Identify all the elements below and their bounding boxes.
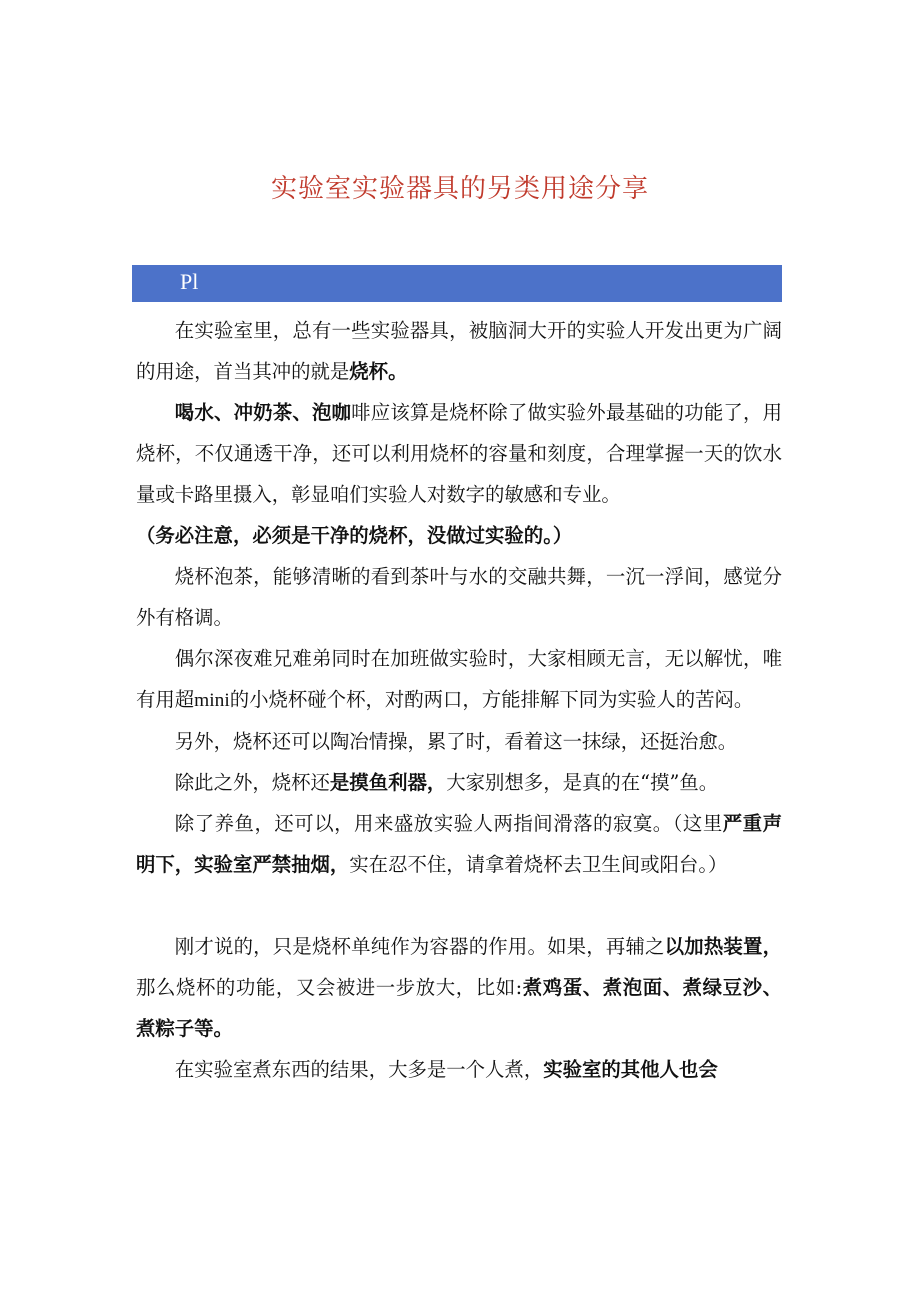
paragraph-7-text-b: 实在忍不住，请拿着烧杯去卫生间或阳台。） <box>349 853 728 876</box>
paragraph-4-mini: mini <box>194 690 230 711</box>
paragraph-7-text-a: 除了养鱼，还可以，用来盛放实验人两指间滑落的寂寞。（这里 <box>174 812 723 835</box>
paragraph-1 <box>136 310 782 392</box>
paragraph-2-note-text: （务必注意，必须是干净的烧杯，没做过实验的。） <box>136 524 573 547</box>
paragraph-8-emphasis-a: 以加热装置， <box>664 935 782 958</box>
paragraph-9 <box>136 1049 782 1090</box>
paragraph-3: 烧杯泡茶，能够清晰的看到茶叶与水的交融共舞，一沉一浮间，感觉分外有格调。 <box>136 565 782 629</box>
paragraph-9-emphasis: 实验室的其他人也会 <box>543 1058 718 1081</box>
paragraph-7-emphasis: 严重声明下，实验室严禁抽烟， <box>136 812 782 876</box>
paragraph-8-text-a: 刚才说的，只是烧杯单纯作为容器的作用。如果，再辅之 <box>174 935 665 958</box>
paragraph-8 <box>136 926 782 1049</box>
paragraph-7 <box>136 803 782 885</box>
paragraph-6-text-b: 大家别想多，是真的在“摸”鱼。 <box>446 771 719 794</box>
paragraph-9-text: 在实验室煮东西的结果，大多是一个人煮， <box>174 1058 544 1081</box>
paragraph-1-text: 在实验室里，总有一些实验器具，被脑洞大开的实验人开发出更为广阔的用途，首当其冲的就是 <box>136 319 782 383</box>
document-title: 实验室实验器具的另类用途分享 <box>270 174 649 204</box>
section-header-label: Pl <box>180 269 199 294</box>
paragraph-2-note <box>136 515 782 556</box>
article-body <box>136 310 782 1090</box>
paragraph-8-text-b: 那么烧杯的功能，又会被进一步放大，比如: <box>136 976 523 999</box>
paragraph-6-text-a: 除此之外，烧杯还 <box>174 771 330 794</box>
paragraph-2-emphasis: 喝水、冲奶茶、泡咖 <box>174 401 352 424</box>
section-header-bar <box>132 265 782 302</box>
paragraph-4-text-b: 的小烧杯碰个杯，对酌两口，方能排解下同为实验人的苦闷。 <box>229 688 754 711</box>
paragraph-2-text: 啡应该算是烧杯除了做实验外最基础的功能了，用烧杯，不仅通透干净，还可以利用烧杯的容量和刻度，合理掌握一天的饮水量或卡路里摄入，彰显咱们实验人对数字的敏感和专业。 <box>136 401 782 506</box>
paragraph-1-emphasis: 烧杯。 <box>349 360 408 383</box>
paragraph-2 <box>136 392 782 515</box>
paragraph-8-emphasis-b: 煮鸡蛋、煮泡面、煮绿豆沙、煮粽子等。 <box>136 976 782 1040</box>
paragraph-6-emphasis: 是摸鱼利器， <box>329 771 447 794</box>
paragraph-5: 另外，烧杯还可以陶冶情操，累了时，看着这一抹绿，还挺治愈。 <box>174 730 738 753</box>
paragraph-4-text-a: 偶尔深夜难兄难弟同时在加班做实验时，大家相顾无言，无以解忧，唯有用超 <box>136 647 782 711</box>
paragraph-4 <box>136 638 782 721</box>
paragraph-6 <box>136 762 782 803</box>
